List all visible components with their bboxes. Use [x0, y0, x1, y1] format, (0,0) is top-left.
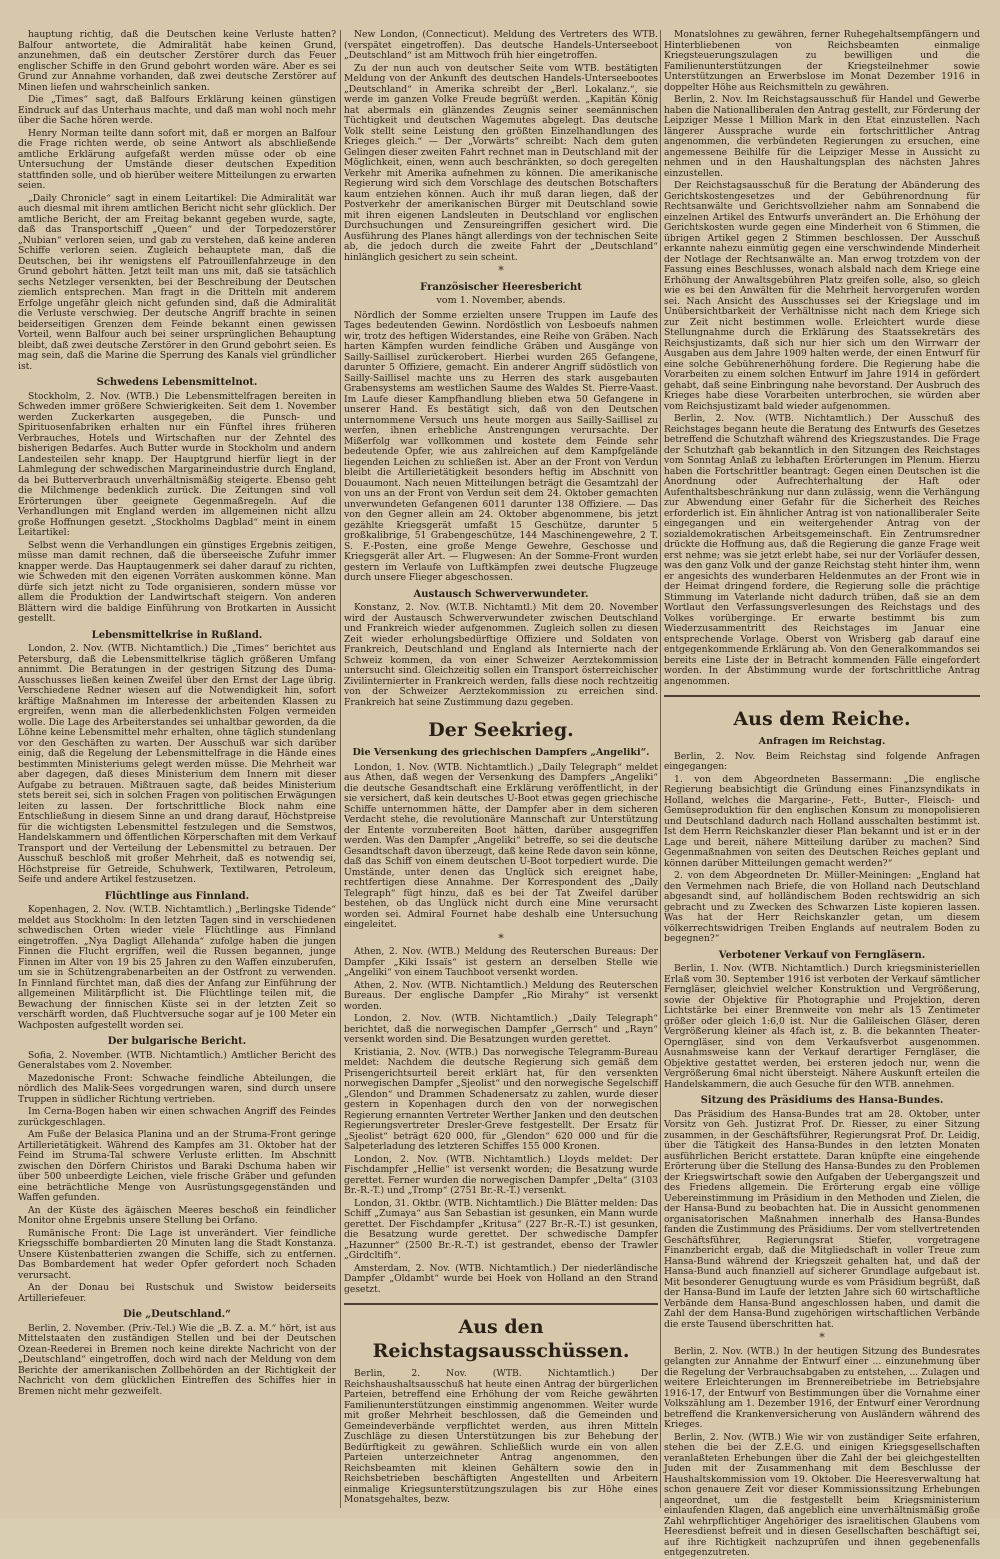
section-rule	[664, 695, 980, 697]
article-paragraph: 2. von dem Abgeordneten Dr. Müller-Meiningen: „England hat den Vermehmen nach Briefe, die von Holland nach Deutschland abgesandt sind, auf holländischem Boden rechtswidrig an sich gebracht und zu Zwecken des Schwarzen Liste kopieren lassen. Was hat der Herr Reichskanzler getan, um diesem völkerrechtswidrigen Treiben Englands auf neutralem Boden zu begegnen?“	[664, 870, 980, 944]
article-heading: Schwedens Lebensmittelnot.	[96, 377, 258, 388]
article-paragraph: London, 2. Nov. (WTB. Nichtamtlich.) Die „Times“ berichtet aus Petersburg, daß die Lebensmittelkrise täglich größeren Umfang annimmt. Die Beratungen in der gestrigen Sitzung des Duma-Ausschusses ließen keinen Zweifel über den Ernst der Lage übrig. Verschiedene Redner wiesen auf die Notwendigkeit hin, sofort kräftige Maßnahmen im Interesse der arbeitenden Klassen zu ergreifen, wenn man die allerbedenklichsten Folgen vermeiden wolle. Die Lage des Arbeiterstandes sei unhaltbar geworden, da die Löhne keine Lebensmittel mehr erhalten, ohne täglich stundenlang vor den Geschäften zu warten. Der Ausschuß war sich darüber einig, daß die Regelung der Lebensmittelfrage in die Hände eines bestimmten Ministeriums gelegt werden müsse. Die Mehrheit war aber dagegen, daß dieses Ministerium dem Innern mit dieser Aufgabe zu betrauen. Mißtrauen sagte, daß beides Ministerium stets bereit sei, sich in solchen Fragen von politischen Erwägungen leiten zu lassen. Der fortschrittliche Block nahm eine Entschließung in diesem Sinne an und drang darauf, Höchstpreise für die wichtigsten Lebensmittel festzulegen und die Semstwos, Handelskammern und öffentlichen Körperschaften mit dem Verkauf Transport und der Verteilung der Lebensmittel zu betrauen. Der Ausschuß beschloß mit großer Mehrheit, daß es notwendig sei, Höchstpreise für Getreide, Schuhwerk, Textilwaren, Petroleum, Seife und andere Artikel festzusetzen.	[18, 643, 336, 885]
article-paragraph: Konstanz, 2. Nov. (W.T.B. Nichtamtl.) Mit dem 20. November wird der Austausch Schwerverwundeter zwischen Deutschland und Frankreich wieder aufgenommen. Zugleich sollen zu diesen Zeit wieder erholungsbedürftige Offiziere und Soldaten von Frankreich, Deutschland und England als Internierte nach der Schweiz kommen, da von einer Schweizer Aerztekommission untersucht sind. Gleichzeitig sollen ein Transport österreichischer Zivilinternierter in Frankreich werden, falls diese noch rechtzeitig von der Schweizer Aerztekommission zu erreichen sind. Frankreich hat seine Zustimmung dazu gegeben.	[344, 602, 658, 708]
article-heading: Französischer Heeresbericht	[420, 281, 582, 293]
article-paragraph: Berlin, 2. Nov. (WTB.) Wie wir von zuständiger Seite erfahren, stehen die bei der Z.E.G. und einigen Kriegsgesellschaften veranlaßteten Erhebungen über die Zahl der bei gleichgestellten Juden mit der Zusammenhang mit dem Beschlusse der Haushaltskommission vom 19. Oktober. Die Heeresverwaltung hat schon genauere Zeit vor dieser Kommissionssitzung Erhebungen angeordnet, um die festgestellt beim Kriegsministerium einlaufenden Klagen, daß angeblich eine unverhältnismäßig große Zahl wehrpflichtiger Angehöriger des israelitischen Glaubens vom Heeresdienst befreit und in diesen Gesellschaften beschäftigt sei, auf ihre Richtigkeit nachzuprüfen und ihnen gegebenenfalls entgegenzutreten.	[664, 1431, 980, 1558]
separator-asterisk: *	[819, 1331, 825, 1344]
article-paragraph: Berlin, 2. November. (Priv.-Tel.) Wie die „B. Z. a. M.“ hört, ist aus Mittelstaaten den zuständigen Stellen und bei der Deutschen Ozean-Reederei in Bremen noch keine direkte Nachricht von der „Deutschland“ eingetroffen, doch wird nach der Meldung von dem Berichte der amerikanischen Zollbehörden an der Richtigkeit der Nachricht von dem glücklichen Eintreffen des Schiffes hier in Bremen nicht mehr gezweifelt.	[18, 1322, 336, 1397]
article-paragraph: London, 2. Nov. (WTB. Nichtamtlich.) Lloyds meldet: Der Fischdampfer „Hellie“ ist versenkt worden; die Besatzung wurde gerettet. Ferner wurden die norwegischen Dampfer „Delta“ (3103 Br.-R.-T.) und „Tromp“ (2751 Br.-R.-T.) versenkt.	[344, 1153, 658, 1196]
article-paragraph: Die „Times“ sagt, daß Balfours Erklärung keinen günstigen Eindruck auf das Unterhaus machte, und daß man wohl noch mehr über die Sache hören werde.	[18, 94, 336, 126]
article-paragraph: Amsterdam, 2. Nov. (WTB. Nichtamtlich.) Der niederländische Dampfer „Oldambt“ wurde bei Hoek von Holland an den Strand gesetzt.	[344, 1262, 658, 1295]
article-paragraph: Der Reichstagsausschuß für die Beratung der Abänderung des Gerichtskostengesetzes und der Gebührenordnung für Rechtsanwälte und Gerichtsvollzieher nahm am Sonnabend die einzelnen Artikel des Entwurfs unverändert an. Die Erhöhung der Gerichtskosten wurde gegen eine Minderheit von 6 Stimmen, die übrigen Artikel gegen 2 Stimmen beschlossen. Der Ausschuß erkannte nahezu einmütig gegen eine verschwindende Minderheit der Notlage der Rechtsanwälte an. Man erwog trotzdem von der Fassung eines Beschlusses, wonach alsbald nach dem Kriege eine Erhöhung der Anwaltsgebühren Platz greifen solle, also, so gleich wie es bei den Anwälten für die Mehrheit hervorgerufen worden sei. Nach Ansicht des Ausschusses sei der Kriegslage und im Unübersichtbarkeit der Verhältnisse nicht nach dem Kriege sich zur Zeit nicht bestimmen wolle. Erleichtert wurde diese Stellungnahme durch die Erklärung des Staatssekretärs des Reichsjustizamts, daß sich nur hier sich um den Wirrwarr der Ausgaben aus dem Jahre 1909 halten werde, der einen Entwurf für eine solche Gebührenerhöhung fordere. Die Regierung habe die Vorarbeiten zu einem solchen Entwurf im Jahre 1914 in gefördert gehabt, daß seine Einbringung nahe bevorstand. Der Ausbruch des Krieges habe diese Vorarbeiten unterbrochen, sie würden aber vom Reichsjustizamt bald wieder aufgenommen.	[664, 180, 980, 412]
article-heading: Verbotener Verkauf von Ferngläsern.	[718, 949, 926, 961]
article-paragraph: Berlin, 1. Nov. (WTB. Nichtamtlich.) Durch kriegsministeriellen Erlaß vom 30. September 1916 ist verboten der Verkauf sämtlicher Ferngläser, gleichviel welcher Konstruktion und Vergrößerung, sowie der Objektive für Photographie und Projektion, deren Lichtstärke bei einer Brennweite von mehr als 15 Zentimeter größer oder gleich 1:6,0 ist. Nur die Galileischen Gläser, deren Vergrößerung kleiner als 4fach ist, z. B. die bekannten Theater-Operngläser, sind von dem Verkaufsverbot ausgenommen. Ausnahmsweise kann der Verkauf derartiger Ferngläser, die Objektive gestattet werden, bei ersteren jedoch nur, wenn die Vergrößerung 6mal nicht übersteigt. Nähere Auskunft erteilen die Handelskammern, die auch Gesuche für den WTB. annehmen.	[664, 963, 980, 1090]
article-paragraph: Kristiania, 2. Nov. (WTB.) Das norwegische Telegramm-Bureau meldet: Nachdem die deutsche Regierung sich gemäß dem Prisengerichtsurteil bereit erklärt hat, für den versenkten norwegischen Dampfer „Sjeolist“ und den norwegische Segelschiff „Glendon“ und Drammen Schadenersatz zu zahlen, wurde dieser gestern in Kopenhagen durch den von der norwegischen Regierung ernannten Vertreter Werther Janken und den deutschen Regierungsvertreter Dresler-Greve festgestellt. Der Ersatz für „Sjeolist“ beträgt 620 000, für „Glendon“ 620 000 und für die Salpeterladung des letzteren Schiffes 155 000 Kronen.	[344, 1046, 658, 1152]
article-heading: Austausch Schwerverwundeter.	[413, 588, 589, 600]
article-heading: Lebensmittelkrise in Rußland.	[91, 629, 263, 641]
article-paragraph: Zu der nun auch von deutscher Seite vom WTB. bestätigten Meldung von der Ankunft des deutschen Handels-Unterseebootes „Deutschland“ in Amerika schreibt der „Berl. Lokalanz.“, sie werde im ganzen Volke Freude begrüßt werden. „Kapitän König hat abermals ein glänzendes Zeugnis seiner seemännischen Tüchtigkeit und deutschen Wagemutes abgelegt. Das deutsche Volk stellt seine Leistung den größten Einzelhandlungen des Krieges gleich.“ — Der „Vorwärts“ schreibt: Nach dem guten Gelingen dieser zweiten Fahrt rechnet man in Deutschland mit der Möglichkeit, einen, wenn auch beschränkten, so doch geregelten Verkehr mit Amerika aufnehmen zu können. Die amerikanische Regierung wird sich dem Vorschlage des deutschen Botschafters kaum entziehen können. Auch ihr muß daran liegen, daß der Postverkehr der amerikanischen Bürger mit Deutschland sowie mit ihren eigenen Landsleuten in Deutschland vor englischen Durchsuchungen und Zensureingriffen gesichert wird. Die Ausführung des Planes hängt allerdings von der technischen Seite ab, die jedoch durch die zweite Fahrt der „Deutschland“ hinlänglich gesichert zu sein scheint.	[344, 62, 658, 263]
article-heading: Sitzung des Präsidiums des Hansa-Bundes.	[700, 1095, 944, 1106]
article-paragraph: Athen, 2. Nov. (WTB. Nichtamtlich.) Meldung des Reuterschen Bureaus. Der englische Dampfer „Rio Mirahy“ ist versenkt worden.	[344, 979, 658, 1012]
article-paragraph: Athen, 2. Nov. (WTB.) Meldung des Reuterschen Bureaus: Der Dampfer „Kiki Issaïs“ ist gestern an derselben Stelle wie „Angeliki“ von einem Tauchboot versenkt worden.	[344, 946, 658, 978]
article-paragraph: London, 2. Nov. (WTB. Nichtamtlich.) „Daily Telegraph“ berichtet, daß die norwegischen Dampfer „Gerrsch“ und „Rayn“ versenkt worden sind. Die Besatzungen wurden gerettet.	[344, 1013, 658, 1045]
article-paragraph: An der Küste des ägäischen Meeres beschoß ein feindlicher Monitor ohne Ergebnis unsere Stellung bei Orfano.	[18, 1204, 336, 1226]
article-paragraph: New London, (Connecticut). Meldung des Vertreters des WTB. (verspätet eingetroffen). Das deutsche Handels-Unterseeboot „Deutschland“ ist am Mittwoch früh hier eingetroffen.	[344, 29, 658, 61]
article-heading: Anfragen im Reichstag.	[758, 736, 886, 747]
section-title: Aus den Reichstagsausschüssen.	[372, 1316, 630, 1362]
section-title: Der Seekrieg.	[428, 719, 574, 741]
column-divider	[660, 30, 661, 1508]
article-paragraph: An der Donau bei Rustschuk und Swistow beiderseits Artilleriefeuer.	[18, 1282, 336, 1304]
article-paragraph: Monatslohnes zu gewähren, ferner Ruhegehaltsempfängern und Hinterbliebenen von Reichsbeamten einmalige Kriegsteuerungszulagen zu bewilligen und die Familienunterstützungen der Kriegsteilnehmer sowie Unterstützungen an Erwerbslose im Monat Dezember 1916 in doppelter Höhe aus Reichsmitteln zu gewähren.	[664, 29, 980, 93]
section-rule	[344, 1303, 658, 1305]
article-paragraph: Nördlich der Somme erzielten unsere Truppen im Laufe des Tages bedeutenden Gewinn. Nordöstlich von Lesboeufs nahmen wir, trotz des heftigen Widerstandes, eine Reihe von Gräben. Nach harten Kämpfen wurden feindliche Gräben und Ausgänge von Sailly-Saillisel zurückerobert. Hierbei wurden 265 Gefangene, darunter 5 Offiziere, gemacht. Ein anderer Angriff südöstlich von Sailly-Saillisel machte uns zu Herren des stark ausgebauten Grabensystems am westlichen Saume des Waldes St. Pierre-Vaast. Im Laufe dieser Kampfhandlung blieben etwa 50 Gefangene in unserer Hand. Es bestätigt sich, daß von den Deutschen unternommene Versuch uns heute morgen aus Sailly-Saillisel zu werfen, ihnen erhebliche Anstrengungen verursachte. Der Mißerfolg war vollkommen und kostete dem Feinde sehr bedeutende Opfer, wie aus zahlreichen auf dem Kampfgelände liegenden Leichen zu schließen ist. Aber an der Front von Verdun bleibt die Artillerietätigkeit besonders heftig im Abschnitt von Douaumont. Nach neuen Mitteilungen beträgt die Gesamtzahl der von uns an der Front von Verdun seit dem 24. Oktober gemachten unverwundeten Gefangenen 6011 darunter 138 Offiziere. — Das von den Gegner allein am 24. Oktober abgenommene, bis jetzt gezählte Kriegsgerät umfaßt 15 Geschütze, darunter 5 großkalibrige, 51 Grabengeschütze, 144 Maschinengewehre, 2 T. S. F.-Posten, eine große Menge Gewehre, Geschosse und Kriegsgerät aller Art. — Flugwesen: An der Somme-Front wurden gestern im Verlaufe von Luftkämpfen zwei deutsche Flugzeuge durch unsere Flieger abgeschossen.	[344, 309, 658, 583]
article-paragraph: Das Präsidium des Hansa-Bundes trat am 28. Oktober, unter Vorsitz von Geh. Justizrat Prof. Dr. Riesser, zu einer Sitzung zusammen, in der Geschäftsführer, Regierungsrat Prof. Dr. Leidig, über die Tätigkeit des Hansa-Bundes in den letzten Monaten ausführlichen Bericht erstattete. Daran knüpfte eine eingehende Erörterung über die Stellung des Hansa-Bundes zu den Problemen der Kriegswirtschaft sowie den Aufgaben der Uebergangszeit und des Friedens allgemein. Die Erörterung ergab eine völlige Uebereinstimmung im Präsidium in den Methoden und Zielen, die der Hansa-Bund zu beobachten hat. Die in Aussicht genommenen organisatorischen Maßnahmen innerhalb des Hansa-Bundes fanden die Zustimmung des Präsidiums. Der vom stellvertretenden Geschäftsführer, Regierungsrat Stiefer, vorgetragene Finanzbericht ergab, daß die Mitgliedschaft in voller Treue zum Hansa-Bund während der Kriegszeit gehalten hat, und daß der Hansa-Bund auch finanziell auf sicherer Grundlage aufgebaut ist. Mit besonderer Genugtuung wurde es vom Präsidium begrüßt, daß der Hansa-Bund im Laufe der letzten Jahre sich 60 wirtschaftliche Verbände dem Hansa-Bund angeschlossen haben, und damit die Zahl der dem Hansa-Bund zugehörigen wirtschaftlichen Verbände die erste Tausend überschritten hat.	[664, 1108, 980, 1330]
section-title: Aus dem Reiche.	[733, 708, 911, 730]
left-column	[18, 30, 336, 1508]
article-subheading: vom 1. November, abends.	[436, 295, 566, 306]
article-paragraph: Kopenhagen, 2. Nov. (W.T.B. Nichtamtlich.) „Berlingske Tidende“ meldet aus Stockholm: In den letzten Tagen sind in verschiedenen schwedischen Orten wieder viele Flüchtlinge aus Finnland eingetroffen. „Nya Dagligt Allehanda“ zufolge haben die jungen Finnen die Flucht ergriffen, weil die Russen begannen, junge Finnen im Alter von 19 bis 25 Jahren zu den Waffen einzuberufen, um sie in Schützengrabenarbeiten an der Ostfront zu verwenden. In Finnland fürchtet man, daß dies der Anfang zur Einführung der allgemeinen Militärpflicht ist. Die Flüchtlinge teilen mit, die Bewachung der finnischen Küste sei in der letzten Zeit so verschärft worden, daß Fluchtversuche sogar auf je 100 Meter ein Wachposten aufgestellt worden sei.	[18, 904, 336, 1031]
article-heading: Der bulgarische Bericht.	[107, 1036, 247, 1047]
article-heading: Die Versenkung des griechischen Dampfers „Angeliki“.	[352, 747, 650, 758]
article-paragraph: London, 31. Oktbr. (WTB. Nichtamtlich.) Die Blätter melden: Das Schiff „Zumaya“ aus San Sebastian ist gesunken, ein Mann wurde gerettet. Der Fischdampfer „Kritusa“ (227 Br.-R.-T.) ist gesunken, die Besatzung wurde gerettet. Der schwedische Dampfer „Hazunner“ (2500 Br.-R.-T.) ist gestrandet, ebenso der Trawler „Girdcltifh“.	[344, 1197, 658, 1261]
article-paragraph: Berlin, 2. Nov. Beim Reichstag sind folgende Anfragen eingegangen:	[664, 750, 980, 772]
article-paragraph: Im Cerna-Bogen haben wir einen schwachen Angriff des Feindes zurückgeschlagen.	[18, 1106, 336, 1128]
middle-column	[344, 30, 658, 1508]
article-paragraph: Sofia, 2. November. (WTB. Nichtamtlich.) Amtlicher Bericht des Generalstabes vom 2. November.	[18, 1049, 336, 1071]
article-paragraph: Berlin, 2. Nov. Im Reichstagsausschuß für Handel und Gewerbe haben die Nationalliberalen den Antrag gestellt, zur Förderung der Leipziger Messe 1 Million Mark in den Etat einzustellen. Nach längerer Aussprache wurde ein fortschrittlicher Antrag angenommen, die verbündeten Regierungen zu ersuchen, eine angemessene Beihilfe für die Leipziger Messe in Aussicht zu nehmen und in den Haushaltungsplan des nächsten Jahres einzustellen.	[664, 94, 980, 179]
article-paragraph: 1. von dem Abgeordneten Bassermann: „Die englische Regierung beabsichtigt die Gründung eines Finanzsyndikats in Holland, welches die Margarine-, Fett-, Butter-, Fleisch- und Gemüseproduktion für den englischen Konsum zu monopolisieren und Deutschland dadurch nach Holland ausschalten bestimmt ist. Ist dem Herrn Reichskanzler dieser Plan bekannt und ist er in der Lage und bereit, nähere Mitteilung darüber zu machen? Sind Gegenmaßnahmen von seiten des Deutschen Reiches geplant und können darüber Mitteilungen gemacht werden?“	[664, 773, 980, 869]
article-paragraph: Rumänische Front: Die Lage ist unverändert. Vier feindliche Kriegsschiffe bombardierten 20 Minuten lang die Stadt Konstanza. Unsere Küstenbatterien zwangen die Schiffe, sich zu entfernen. Das Bombardement hat weder Opfer gefordert noch Schaden verursacht.	[18, 1227, 336, 1281]
article-paragraph: Berlin, 2. Nov. (WTB. Nichtamtlich.) Der Ausschuß des Reichstages begann heute die Beratung des Entwurfs des Gesetzes betreffend die Schutzhaft während des Kriegszustandes. Die Frage der Schutzhaft gab bekanntlich in den Sitzungen des Reichstages vom Sonntag Anlaß zu lebhaften Erörterungen im Plenum. Hierzu haben die Fortschrittler beantragt: Gegen einen Deutschen ist die Anordnung oder Aufrechterhaltung der Haft oder Aufenthaltsbeschränkung nur dann zulässig, wenn die Verhängung zur Abwendung einer Gefahr für die Sicherheit des Reiches erforderlich ist. Ein ähnlicher Antrag ist von nationalliberaler Seite eingegangen und ein weitergehender Antrag von der sozialdemokratischen Arbeitsgemeinschaft. Ein Zentrumsredner drückte die Hoffnung aus, daß die Regierung die ganze Frage weit erst nehme; was sie jetzt erlebt habe, sei nur der Vorläufer dessen, was den ganz Volk und der ganze Reichstag steht hinter ihm, wenn er angesichts des wunderbaren Heldenmutes an der Front wie in der Heimat dringend fordere, die Regierung solle die prächtige Stimmung im Vaterlande nicht dadurch trüben, daß sie an dem Wortlaut den Verfassungsverlesungen des Reichstags und des Volkes vorüberginge. Er erwarte bestimmt bis zum Wiederzusammentritt des Reichstages im Januar eine entsprechende Vorlage. Oberst von Wrisberg gab darauf eine entgegenkommende Erklärung ab. Von den Generalkommandos sei bereits eine Liste der in Betracht kommenden Fälle eingefordert worden. In der Abstimmung wurde der fortschrittliche Antrag angenommen.	[664, 413, 980, 687]
article-paragraph: Am Fuße der Belasica Planina und an der Struma-Front geringe Artillerietätigkeit. Während des Kampfes am 31. Oktober hat der Feind im Struma-Tal schwere Verluste erlitten. Im Abschnitt zwischen den Dörfern Chiristos und Baraki Dschuma haben wir über 500 unbeerdigte Leichen, viele frische Gräber und gefunden eine beträchtliche Menge von Ausrüstungsgegenständen und Waffen gefunden.	[18, 1129, 336, 1203]
article-paragraph: Stockholm, 2. Nov. (WTB.) Die Lebensmittelfragen bereiten in Schweden immer größere Schwierigkeiten. Seit dem 1. November werden Zuckerkarten ausgegeben, die Punsch- und Spirituosenfabriken erhalten nur ein Fünftel ihres früheren Verbrauches, Hotels und Wirtschaften nur der Zehntel des bisherigen Bedarfes. Auch Butter wurde in Stockholm und andern Landesteilen sehr knapp. Der Hauptgrund hierfür liegt in der Lahmlegung der schwedischen Margarineindustrie durch England, da bei Butterverbrauch unverhältnismäßig steigerte. Ebenso geht die Milchmenge bedenklich zurück. Die Zeitungen sind voll Erörterungen über geeignete Gegenmaßregeln. Auf die Verhandlungen mit England werden im allgemeinen nicht allzu große Hoffnungen gesetzt. „Stockholms Dagblad“ meint in einem Leitartikel:	[18, 390, 336, 538]
column-divider	[340, 30, 341, 1508]
right-column	[664, 29, 980, 1558]
article-paragraph: „Daily Chronicle“ sagt in einem Leitartikel: Die Admiralität war auch diesmal mit ihrem amtlichen Bericht nicht sehr glücklich. Der amtliche Bericht, der am Freitag bekannt gegeben wurde, sagte, daß das Transportschiff „Queen“ und der Torpedozerstörer „Nubian“ verloren seien, und gab zu verstehen, daß keine anderen Schiffe verloren seien. Zugleich behauptete man, daß die Deutschen, bei ihr wenigstens elf Patrouillenfahrzeuge in den Grund gebohrt hätten. Jetzt teilt man uns mit, daß sie tatsächlich sechs Netzleger versenkten, bei der Beschreibung der Deutschen ziemlich entsprechen. Man fragt in die Dritteln mit anderem Erfolge ungefähr gleich nicht gefunden sind, daß die Admiralität die Verluste verschwieg. Der deutsche Angriff brachte in seinen beiderseitigen Grenzen dem Feinde bekannt einen gewissen Vorteil, wenn Balfour auch bei seiner ursprünglichen Behauptung bleibt, daß zwei deutsche Zerstörer in den Grund gebohrt seien. Es mag sein, daß die Marine die Sperrung des Kanals viel gründlicher ist.	[18, 192, 336, 372]
article-paragraph: Selbst wenn die Verhandlungen ein günstiges Ergebnis zeitigen, müsse man damit rechnen, daß die überseeische Zufuhr immer knapper werde. Das Hauptaugenmerk sei daher darauf zu richten, wie Schweden mit den eigenen Vorräten auskommen könne. Man dürfe sich jetzt nicht zu Tode organisieren, sondern müsse vor allem die Produktion der Landwirtschaft steigern. Von anderen Blättern wird die baldige Einführung von Brotkarten in Aussicht gestellt.	[18, 539, 336, 624]
article-paragraph: Berlin, 2. Nov. (WTB.) In der heutigen Sitzung des Bundesrates gelangten zur Annahme der Entwurf einer ... einzunehmung über die Regelung der Verbrauchsabgaben zu entstehen, ... Zulagen und weitere Erleichterungen im Brennereibetriebe im Betriebsjahre 1916-17, der Entwurf von Bestimmungen über die Vornahme einer Volkszählung am 1. Dezember 1916, der Entwurf einer Verordnung betreffend die Krankenversicherung von Ausländern während des Krieges.	[664, 1345, 980, 1430]
article-paragraph: London, 1. Nov. (WTB. Nichtamtlich.) „Daily Telegraph“ meldet aus Athen, daß wegen der Versenkung des Dampfers „Angeliki“ die deutsche Gesandtschaft eine Erklärung veröffentlicht, in der sie versichert, daß kein deutsches U-Boot etwas gegen griechische Schiffe unternommen hätte, der Dampfer aber in dem sicheren Verdacht stehe, die revolutionäre Mannschaft zur Unterstützung der Entente vorzubereiten Boot hätten, darüber ausgegriffen werden. Was den Dampfer „Angeliki“ betreffe, so sei die deutsche Gesandtschaft davon überzeugt, daß keine Rede davon sein könne, daß das Schiff von einem deutschen U-Boot torpediert wurde. Die Umstände, unter denen das Unglück sich ereignet habe, rechtfertigen diese Annahme. Der Korrespondent des „Daily Telegraph“ fügt hinzu, daß es bei der Tat Zweifel darüber bestehen, ob das Unglück nicht durch eine Mine verursacht worden sei. Admiral Fournet habe deshalb eine Untersuchung eingeleitet.	[344, 761, 658, 930]
article-paragraph: Mazedonische Front: Schwache feindliche Abteilungen, die nördlich des Malik-Sees vorgedrungen waren, sind durch unsere Truppen in südlicher Richtung vertrieben.	[18, 1072, 336, 1105]
separator-asterisk: *	[498, 264, 504, 277]
article-heading: Die „Deutschland.“	[123, 1309, 231, 1320]
article-paragraph: Berlin, 2. Nov. (WTB. Nichtamtlich.) Der Reichshaushaltsausschuß hat heute einen Antrag der bürgerlichen Parteien, betreffend eine Erhöhung der vom Reiche gewährten Familienunterstützungen einstimmig angenommen. Weiter wurde mit großer Mehrheit beschlossen, daß die Gemeinden und Gemeindeverbände verpflichtet werden, aus ihren Mitteln Zuschläge zu diesen Unterstützungen bis zur Behebung der Bedürftigkeit zu gewähren. Schließlich wurde ein von allen Parteien unterzeichneter Antrag angenommen, den Reichsbeamten mit kleinen Gehältern sowie den in Reichsbetrieben beschäftigten Angestellten und Arbeitern einmalige Kriegsunterstützungszulagen bis zur Höhe eines Monatsgehaltes, bezw.	[344, 1368, 658, 1505]
article-heading: Flüchtlinge aus Finnland.	[104, 890, 250, 902]
separator-asterisk: *	[498, 931, 504, 945]
article-paragraph: hauptung richtig, daß die Deutschen keine Verluste hatten? Balfour antwortete, die Admiralität habe keinen Grund, anzunehmen, daß ein deutscher Zerstörer durch das Feuer englischer Schiffe in den Grund gebohrt worden wäre. Aber es sei Grund zur Annahme vorhanden, daß zwei deutsche Zerstörer auf Minen liefen und wahrscheinlich sanken.	[18, 29, 336, 93]
article-paragraph: Henry Norman teilte dann sofort mit, daß er morgen an Balfour die Frage richten werde, ob seine Antwort als abschließende amtliche Erklärung aufgefaßt werden müsse oder ob eine Untersuchung der Umstände dieser deutschen Expedition stattfinden solle, und ob hierüber weitere Mitteilungen zu erwarten seien.	[18, 127, 336, 191]
